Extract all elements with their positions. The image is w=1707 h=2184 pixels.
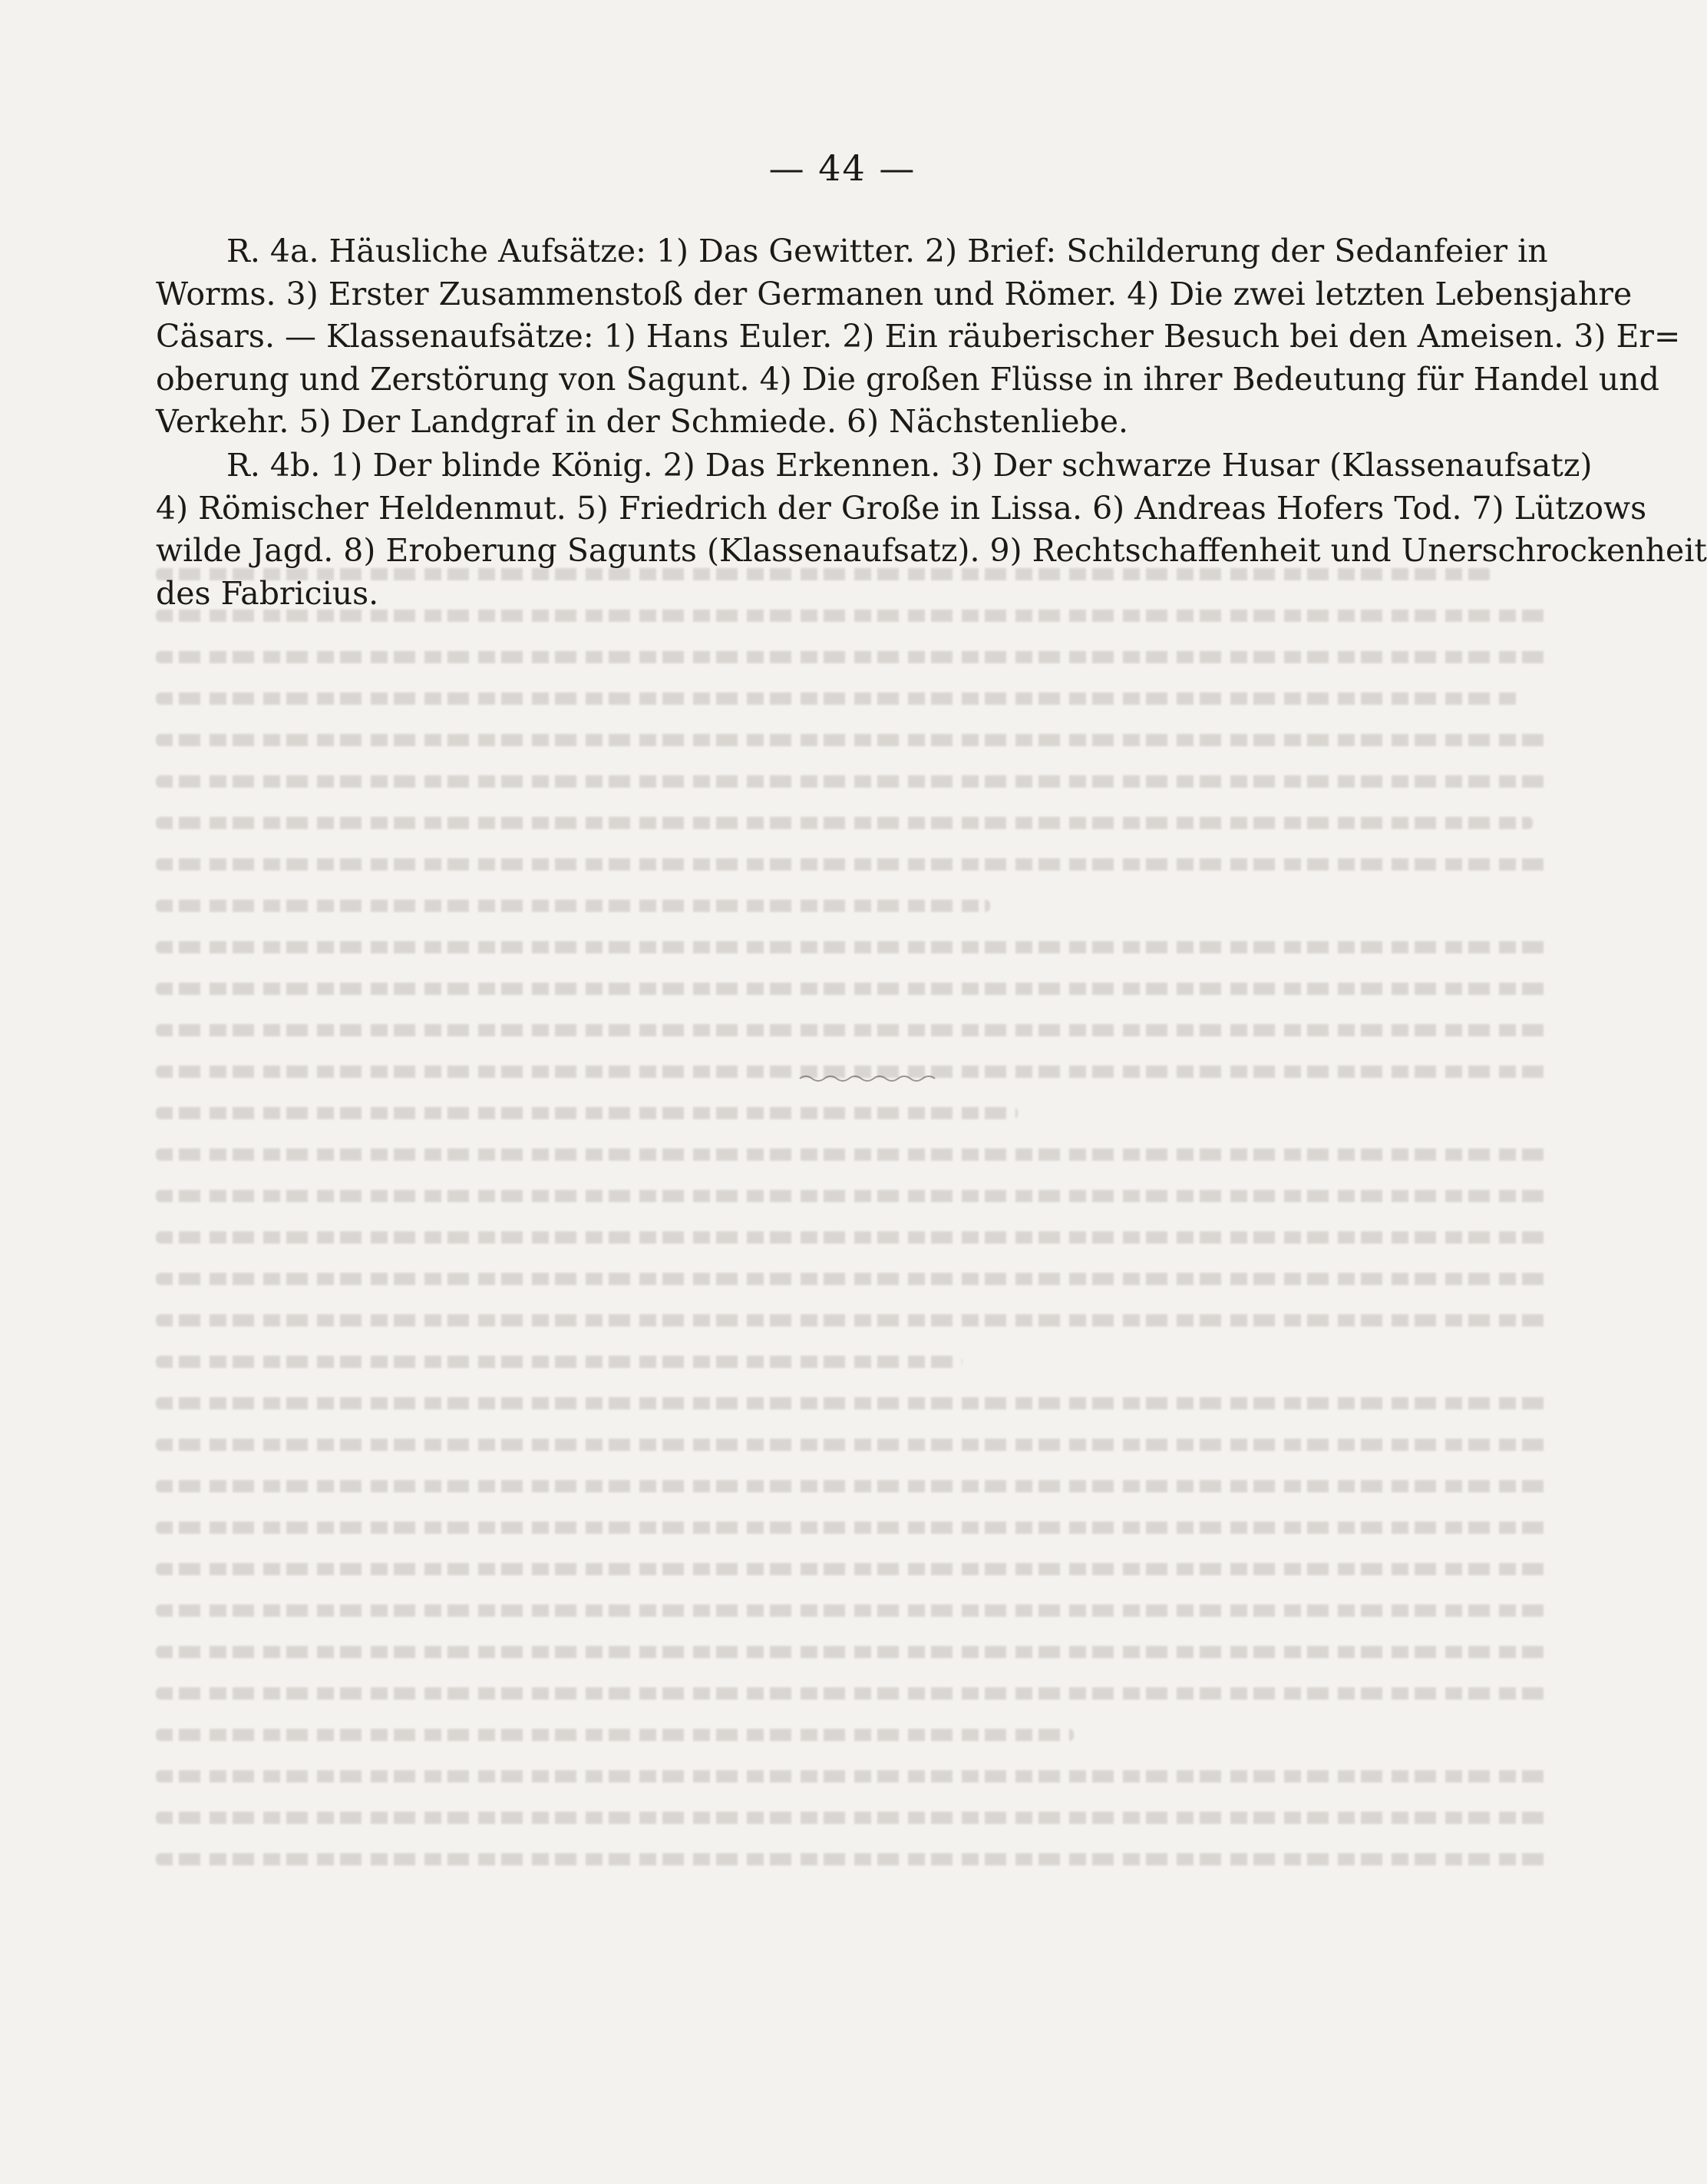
text-line: des Fabricius. bbox=[156, 574, 379, 612]
text-line: R. 4a. Häusliche Aufsätze: 1) Das Gewitter. 2) Brief: Schilderung der Sedanfeier in bbox=[226, 233, 1548, 269]
text-line: wilde Jagd. 8) Eroberung Sagunts (Klassenaufsatz). 9) Rechtschaffenheit und Unerschrockenheit bbox=[156, 532, 1707, 569]
squiggle-mark bbox=[798, 1073, 936, 1084]
text-line: 4) Römischer Heldenmut. 5) Friedrich der Große in Lissa. 6) Andreas Hofers Tod. 7) Lützows bbox=[156, 489, 1647, 527]
text-line: R. 4b. 1) Der blinde König. 2) Das Erkennen. 3) Der schwarze Husar (Klassenaufsatz) bbox=[226, 447, 1593, 484]
text-line: Cäsars. — Klassenaufsätze: 1) Hans Euler. 2) Ein räuberischer Besuch bei den Ameisen. 3) Er= bbox=[156, 318, 1681, 355]
text-line: Worms. 3) Erster Zusammenstoß der Germanen und Römer. 4) Die zwei letzten Lebensjahre bbox=[156, 275, 1633, 312]
bleed-through-text bbox=[156, 568, 1547, 1973]
paragraph-r4a bbox=[156, 230, 1681, 444]
text-line: oberung und Zerstörung von Sagunt. 4) Die großen Flüsse in ihrer Bedeutung für Handel und bbox=[156, 360, 1659, 398]
text-line: Verkehr. 5) Der Landgraf in der Schmiede. 6) Nächstenliebe. bbox=[156, 403, 1129, 440]
page-number: — 44 — bbox=[768, 147, 916, 189]
